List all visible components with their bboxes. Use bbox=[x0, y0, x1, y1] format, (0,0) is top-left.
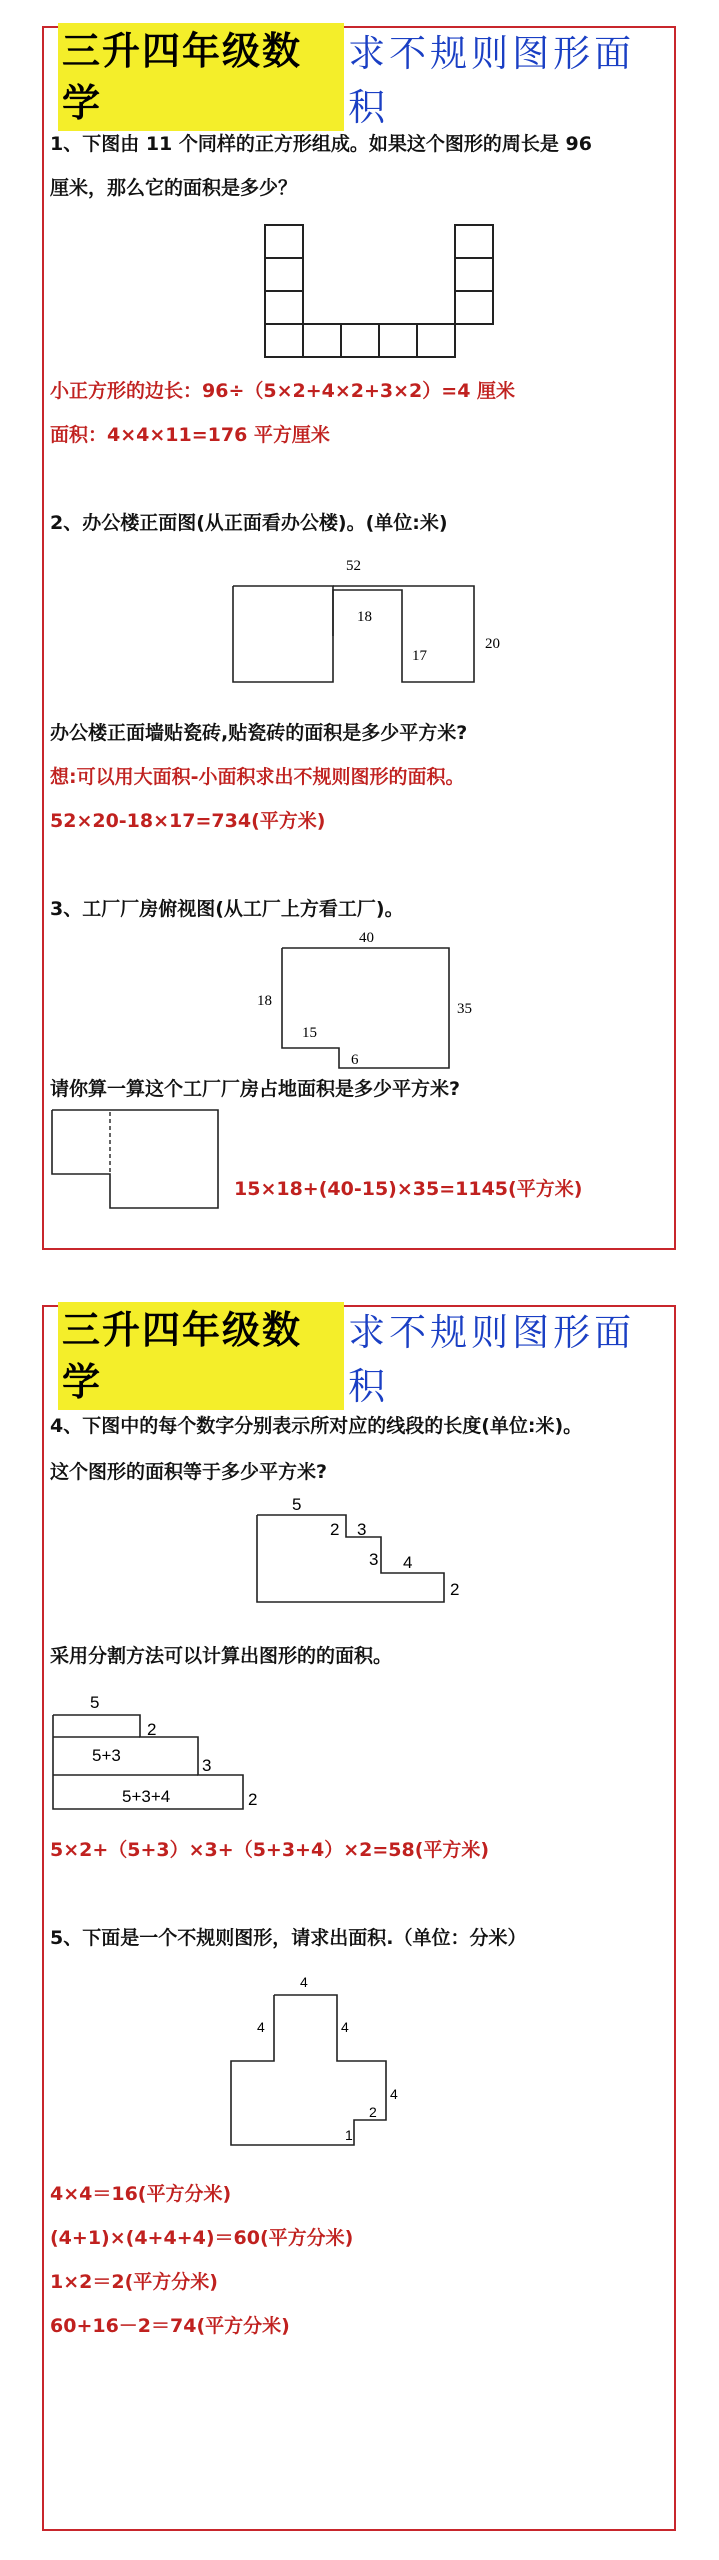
label-notch-width: 15 bbox=[302, 1025, 317, 1041]
title-highlight: 三升四年级数学 bbox=[58, 23, 344, 131]
label-right: 35 bbox=[457, 1001, 472, 1017]
square bbox=[265, 225, 303, 258]
q2-outline bbox=[233, 586, 474, 682]
label-notch-height: 6 bbox=[351, 1052, 359, 1068]
label-inner-side: 17 bbox=[412, 648, 427, 664]
label-right: 4 bbox=[390, 2086, 398, 2102]
square bbox=[379, 324, 417, 357]
q1-text-line1: 1、下图由 11 个同样的正方形组成。如果这个图形的周长是 96 bbox=[50, 133, 592, 155]
q3-title: 3、工厂厂房俯视图(从工厂上方看工厂)。 bbox=[50, 898, 404, 920]
split-label-r1: 2 bbox=[147, 1720, 157, 1739]
square bbox=[341, 324, 379, 357]
q5-answer-1: 4×4＝16(平方分米) bbox=[50, 2183, 232, 2205]
q4-answer: 5×2+（5+3）×3+（5+3+4）×2=58(平方米) bbox=[50, 1839, 490, 1861]
q5-title: 5、下面是一个不规则图形，请求出面积.（单位：分米） bbox=[50, 1927, 527, 1949]
q3-outline bbox=[282, 948, 449, 1068]
q2-building-figure bbox=[229, 548, 539, 698]
square bbox=[417, 324, 455, 357]
label-step-width: 1 bbox=[345, 2127, 353, 2143]
split-label-top: 5 bbox=[90, 1693, 100, 1712]
q1-squares-figure bbox=[264, 224, 504, 364]
label-top: 4 bbox=[300, 1974, 308, 1990]
q4-staircase-figure bbox=[254, 1497, 504, 1617]
split-label-bottom: 5+3+4 bbox=[122, 1787, 171, 1806]
square bbox=[455, 225, 493, 258]
square bbox=[265, 291, 303, 324]
q1-answer-area: 面积：4×4×11=176 平方厘米 bbox=[50, 424, 330, 446]
card2-title bbox=[58, 1307, 674, 1408]
q4-text-line2: 这个图形的面积等于多少平方米? bbox=[50, 1461, 328, 1483]
label-step4: 4 bbox=[403, 1553, 413, 1572]
square bbox=[455, 258, 493, 291]
label-step-height: 2 bbox=[369, 2104, 377, 2120]
label-step3: 3 bbox=[369, 1550, 379, 1569]
label-inner-top: 18 bbox=[357, 609, 372, 625]
q2-title: 2、办公楼正面图(从正面看办公楼)。(单位:米) bbox=[50, 512, 448, 534]
q5-answer-2: (4+1)×(4+4+4)＝60(平方分米) bbox=[50, 2227, 354, 2249]
q1-text-line2: 厘米，那么它的面积是多少？ bbox=[50, 177, 298, 199]
label-top: 52 bbox=[346, 558, 361, 574]
square bbox=[455, 291, 493, 324]
q2-answer: 52×20-18×17=734(平方米) bbox=[50, 810, 326, 832]
label-step5: 2 bbox=[450, 1580, 460, 1599]
q2-question: 办公楼正面墙贴瓷砖,贴瓷砖的面积是多少平方米? bbox=[50, 722, 468, 744]
q4-split-figure bbox=[50, 1681, 310, 1821]
label-inner-right: 4 bbox=[341, 2019, 349, 2035]
q3-question: 请你算一算这个工厂厂房占地面积是多少平方米? bbox=[50, 1078, 461, 1100]
label-top: 5 bbox=[292, 1497, 302, 1514]
worksheet-card-1 bbox=[42, 26, 676, 1250]
q5-outline bbox=[231, 1995, 386, 2145]
label-right: 20 bbox=[485, 636, 500, 652]
title-highlight: 三升四年级数学 bbox=[58, 1302, 344, 1410]
label-left: 4 bbox=[257, 2019, 265, 2035]
square bbox=[265, 258, 303, 291]
split-label-r2: 3 bbox=[202, 1756, 212, 1775]
split-label-mid: 5+3 bbox=[92, 1746, 121, 1765]
label-left: 18 bbox=[257, 993, 272, 1009]
q4-text-line1: 4、下图中的每个数字分别表示所对应的线段的长度(单位:米)。 bbox=[50, 1415, 583, 1437]
q2-hint: 想:可以用大面积-小面积求出不规则图形的面积。 bbox=[50, 766, 465, 788]
q5-irregular-figure bbox=[214, 1967, 514, 2167]
card1-title bbox=[58, 28, 674, 129]
square bbox=[303, 324, 341, 357]
q5-answer-3: 1×2＝2(平方分米) bbox=[50, 2271, 218, 2293]
label-top: 40 bbox=[359, 930, 374, 946]
q3-split-figure bbox=[50, 1108, 230, 1213]
q4-outline bbox=[257, 1515, 444, 1602]
title-topic: 求不规则图形面积 bbox=[348, 32, 636, 129]
worksheet-card-2 bbox=[42, 1305, 676, 2531]
q3-answer: 15×18+(40-15)×35=1145(平方米) bbox=[234, 1178, 583, 1200]
label-step1: 2 bbox=[330, 1520, 340, 1539]
q1-answer-side: 小正方形的边长：96÷（5×2+4×2+3×2）=4 厘米 bbox=[50, 380, 516, 402]
q3-factory-figure bbox=[239, 928, 539, 1078]
split-label-r3: 2 bbox=[248, 1790, 258, 1809]
q4-method: 采用分割方法可以计算出图形的的面积。 bbox=[50, 1645, 393, 1667]
q5-answer-4: 60+16－2＝74(平方分米) bbox=[50, 2315, 290, 2337]
label-step2: 3 bbox=[357, 1520, 367, 1539]
square bbox=[265, 324, 303, 357]
title-topic: 求不规则图形面积 bbox=[348, 1311, 636, 1408]
